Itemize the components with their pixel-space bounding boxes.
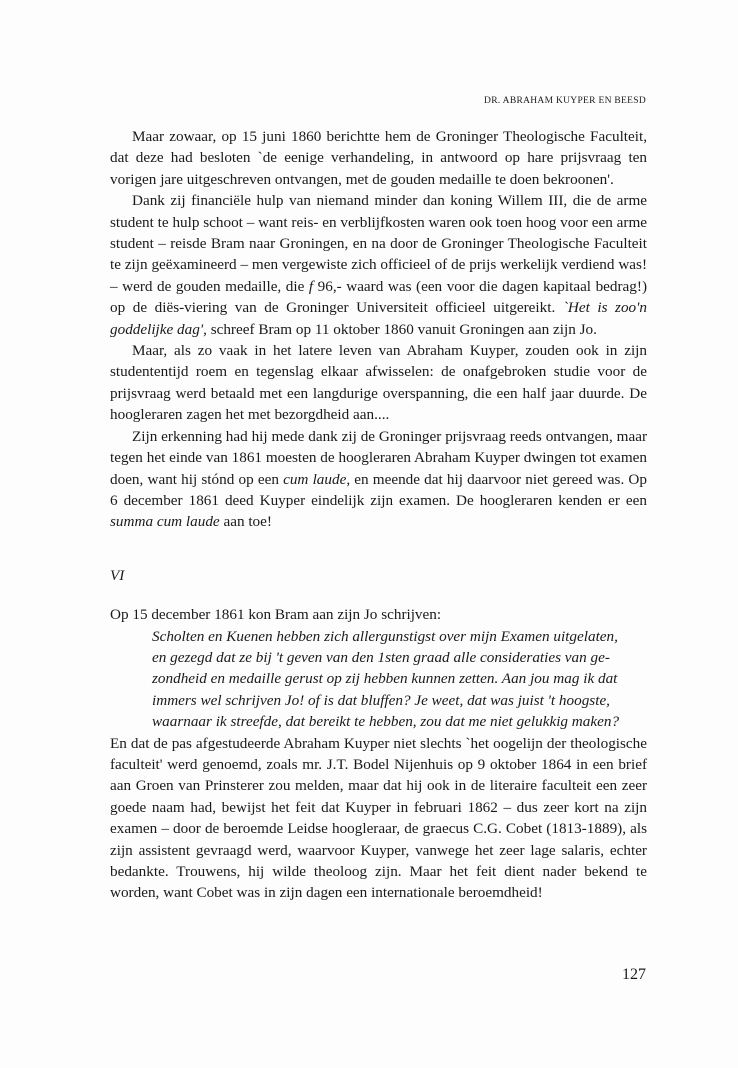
paragraph-2-text-c: schreef Bram op 11 oktober 1860 vanuit Groningen aan zijn Jo. [206, 320, 597, 338]
body-text [110, 126, 647, 904]
quote-line: immers wel schrijven Jo! of is dat bluffen? Je weet, dat was juist 't hoogste, [152, 691, 610, 709]
paragraph-4-text-a: Zijn erkenning had hij mede dank zij de Groninger prijsvraag reeds ontvangen, maar tegen het einde van 1861 moesten de hoogleraren Abraham Kuyper dwingen tot examen doen, want hij stónd op een [110, 427, 647, 488]
paragraph-2-text-b: 96,- waard was (een voor die dagen kapitaal bedrag!) op de diës-viering van de Groninger Universiteit officieel uitgereikt. [110, 277, 648, 317]
paragraph-2 [110, 190, 647, 340]
paragraph-4 [110, 426, 647, 533]
paragraph-5: Op 15 december 1861 kon Bram aan zijn Jo schrijven: [110, 606, 442, 624]
paragraph-4-text-b: , en meende dat hij daarvoor niet gereed was. Op 6 december 1861 deed Kuyper eindelijk zijn examen. De hoogleraren kenden er een [110, 470, 647, 509]
paragraph-2-text-a: Dank zij financiële hulp van niemand minder dan koning Willem III, die de arme student te hulp schoot – want reis- en verblijfkosten waren ook toen hoog voor een arme student – reisde Bram naar Groningen, en na door de Groninger Theologische Faculteit te zijn geëxamineerd – men vergewiste zich officieel of de prijs werkelijk verdiend was! – werd de gouden medaille, die [110, 192, 647, 295]
quote-line: zondheid en medaille gerust op zij hebben kunnen zetten. Aan jou mag ik dat [152, 670, 618, 688]
florin-symbol: f [308, 277, 314, 295]
paragraph-1: Maar zowaar, op 15 juni 1860 berichtte hem de Groninger Theologische Faculteit, dat deze had besloten `de eenige verhandeling, in antwoord op hare prijsvraag ten vorigen jare uitgeschreven ontvangen, met de gouden medaille te doen bekroonen'. [110, 128, 647, 188]
paragraph-6: En dat de pas afgestudeerde Abraham Kuyper niet slechts `het oogelijn der theologische faculteit' werd genoemd, zoals mr. J.T. Bodel Nijenhuis op 9 oktober 1864 in een brief aan Groen van Prinsterer zou melden, maar dat hij ook in de literaire faculteit een zeer goede naam had, bewijst het feit dat Kuyper in februari 1862 – dus zeer kort na zijn examen – door de beroemde Leidse hoogleraar, de graecus C.G. Cobet (1813-1889), als zijn assistent gevraagd werd, waarvoor Kuyper, vanwege het zeer lage salaris, echter bedankte. Trouwens, hij wilde theoloog zijn. Maar het feit dient nader bekend te worden, want Cobet was in zijn dagen een internationale beroemdheid! [110, 734, 647, 902]
running-header: DR. ABRAHAM KUYPER EN BEESD [484, 96, 646, 106]
quote-line: Scholten en Kuenen hebben zich allergunstigst over mijn Examen uitgelaten, [152, 627, 618, 645]
cum-laude: cum laude [283, 470, 347, 488]
quote-line: en gezegd dat ze bij 't geven van den 1sten graad alle consideraties van ge- [152, 648, 610, 666]
paragraph-4-text-c: aan toe! [219, 513, 272, 531]
paragraph-3: Maar, als zo vaak in het latere leven van Abraham Kuyper, zouden ook in zijn studententijd roem en tegenslag elkaar afwisselen: de onafgebroken studie voor de prijsvraag werd betaald met een langdurige overspanning, die een half jaar duurde. De hoogleraren zagen het met bezorgdheid aan.... [110, 342, 647, 424]
summa-cum-laude: summa cum laude [110, 513, 220, 531]
quote-line: waarnaar ik streefde, dat bereikt te hebben, zou dat me niet gelukkig maken? [152, 713, 620, 731]
page-number: 127 [622, 966, 646, 983]
paragraph-2-quote: `Het is zoo'n goddelijke dag', [110, 299, 647, 338]
block-quote [152, 626, 647, 733]
section-heading: VI [110, 566, 125, 584]
